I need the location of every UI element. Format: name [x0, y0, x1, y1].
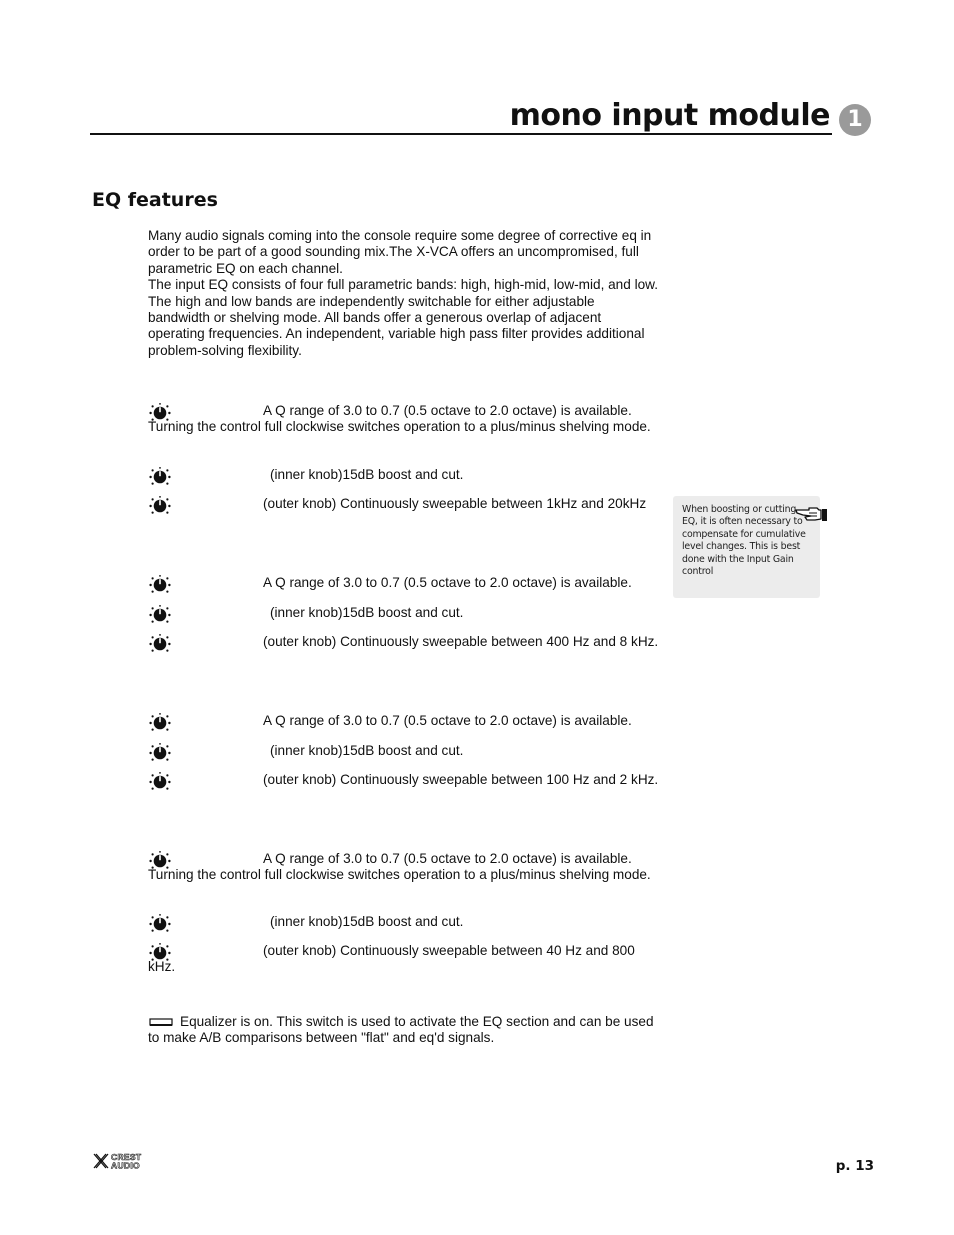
band-3-q-text: A Q range of 3.0 to 0.7 (0.5 octave to 2.0 octave) is available. [263, 713, 632, 728]
band-4-q-text: A Q range of 3.0 to 0.7 (0.5 octave to 2.0 octave) is available. Turning the control full clockwise switches operation to a plus/minus shelving mode. [148, 851, 651, 883]
intro-paragraph: Many audio signals coming into the console require some degree of corrective eq in order to be part of a good sounding mix.The X-VCA offers an uncompromised, full parametric EQ on each channel. [148, 228, 652, 276]
switch-icon [148, 1017, 174, 1027]
band-3-gain-control [148, 743, 660, 759]
band-1-q-control [148, 403, 660, 436]
band-4-freq-text: (outer knob) Continuously sweepable between 40 Hz and 800 kHz. [148, 943, 635, 975]
pointing-hand-icon [795, 504, 829, 522]
band-1-gain-control [148, 467, 660, 483]
svg-text:AUDIO: AUDIO [111, 1160, 140, 1170]
band-3-freq-text: (outer knob) Continuously sweepable between 100 Hz and 2 kHz. [263, 772, 659, 787]
intro-paragraph: The input EQ consists of four full parametric bands: high, high-mid, low-mid, and low. The high and low bands are independently switchable for either adjustable bandwidth or shelving mode. All bands offer a generous overlap of adjacent operating frequencies. An independent, variable high pass filter provides additional problem-solving flexibility. [148, 277, 659, 358]
band-2-gain-text: (inner knob)15dB boost and cut. [270, 605, 464, 620]
band-3-gain-text: (inner knob)15dB boost and cut. [270, 743, 464, 758]
sidebar-note-text: When boosting or cutting EQ, it is often necessary to compensate for cumulative level changes. This is best done with the Input Gain control [682, 504, 806, 578]
knob-icon [148, 634, 172, 654]
knob-icon [148, 943, 172, 963]
band-1-q-text: A Q range of 3.0 to 0.7 (0.5 octave to 2.0 octave) is available. Turning the control full clockwise switches operation to a plus/minus shelving mode. [148, 403, 651, 435]
band-2-gain-control [148, 605, 660, 621]
knob-icon [148, 467, 172, 487]
band-2-q-text: A Q range of 3.0 to 0.7 (0.5 octave to 2.0 octave) is available. [263, 575, 632, 590]
knob-icon [148, 575, 172, 595]
knob-icon [148, 403, 172, 423]
chapter-badge: 1 [839, 104, 871, 136]
knob-icon [148, 713, 172, 733]
knob-icon [148, 914, 172, 934]
knob-icon [148, 851, 172, 871]
band-4-gain-text: (inner knob)15dB boost and cut. [270, 914, 464, 929]
crest-audio-logo [93, 1152, 159, 1170]
band-2-freq-text: (outer knob) Continuously sweepable between 400 Hz and 8 kHz. [263, 634, 659, 649]
band-4-freq-control [148, 943, 660, 976]
section-heading: EQ features [92, 189, 218, 211]
header-rule [90, 133, 832, 135]
sidebar-note [673, 496, 820, 598]
knob-icon [148, 772, 172, 792]
band-1-freq-control [148, 496, 660, 512]
band-4-gain-control [148, 914, 660, 930]
band-2-freq-control [148, 634, 660, 650]
band-2-q-control [148, 575, 660, 591]
band-3-q-control [148, 713, 660, 729]
band-1-gain-text: (inner knob)15dB boost and cut. [270, 467, 464, 482]
eq-switch-text: Equalizer is on. This switch is used to activate the EQ section and can be used to make A/B comparisons between "flat" and eq'd signals. [148, 1014, 654, 1046]
band-3-freq-control [148, 772, 660, 788]
knob-icon [148, 496, 172, 516]
knob-icon [148, 605, 172, 625]
intro-text [148, 228, 660, 359]
svg-text:CREST: CREST [111, 1152, 142, 1162]
page-title: mono input module [509, 98, 830, 133]
eq-switch-row [148, 1014, 660, 1047]
band-4-q-control [148, 851, 660, 884]
knob-icon [148, 743, 172, 763]
band-1-freq-text: (outer knob) Continuously sweepable between 1kHz and 20kHz [263, 496, 647, 511]
page-number: p. 13 [835, 1158, 874, 1174]
